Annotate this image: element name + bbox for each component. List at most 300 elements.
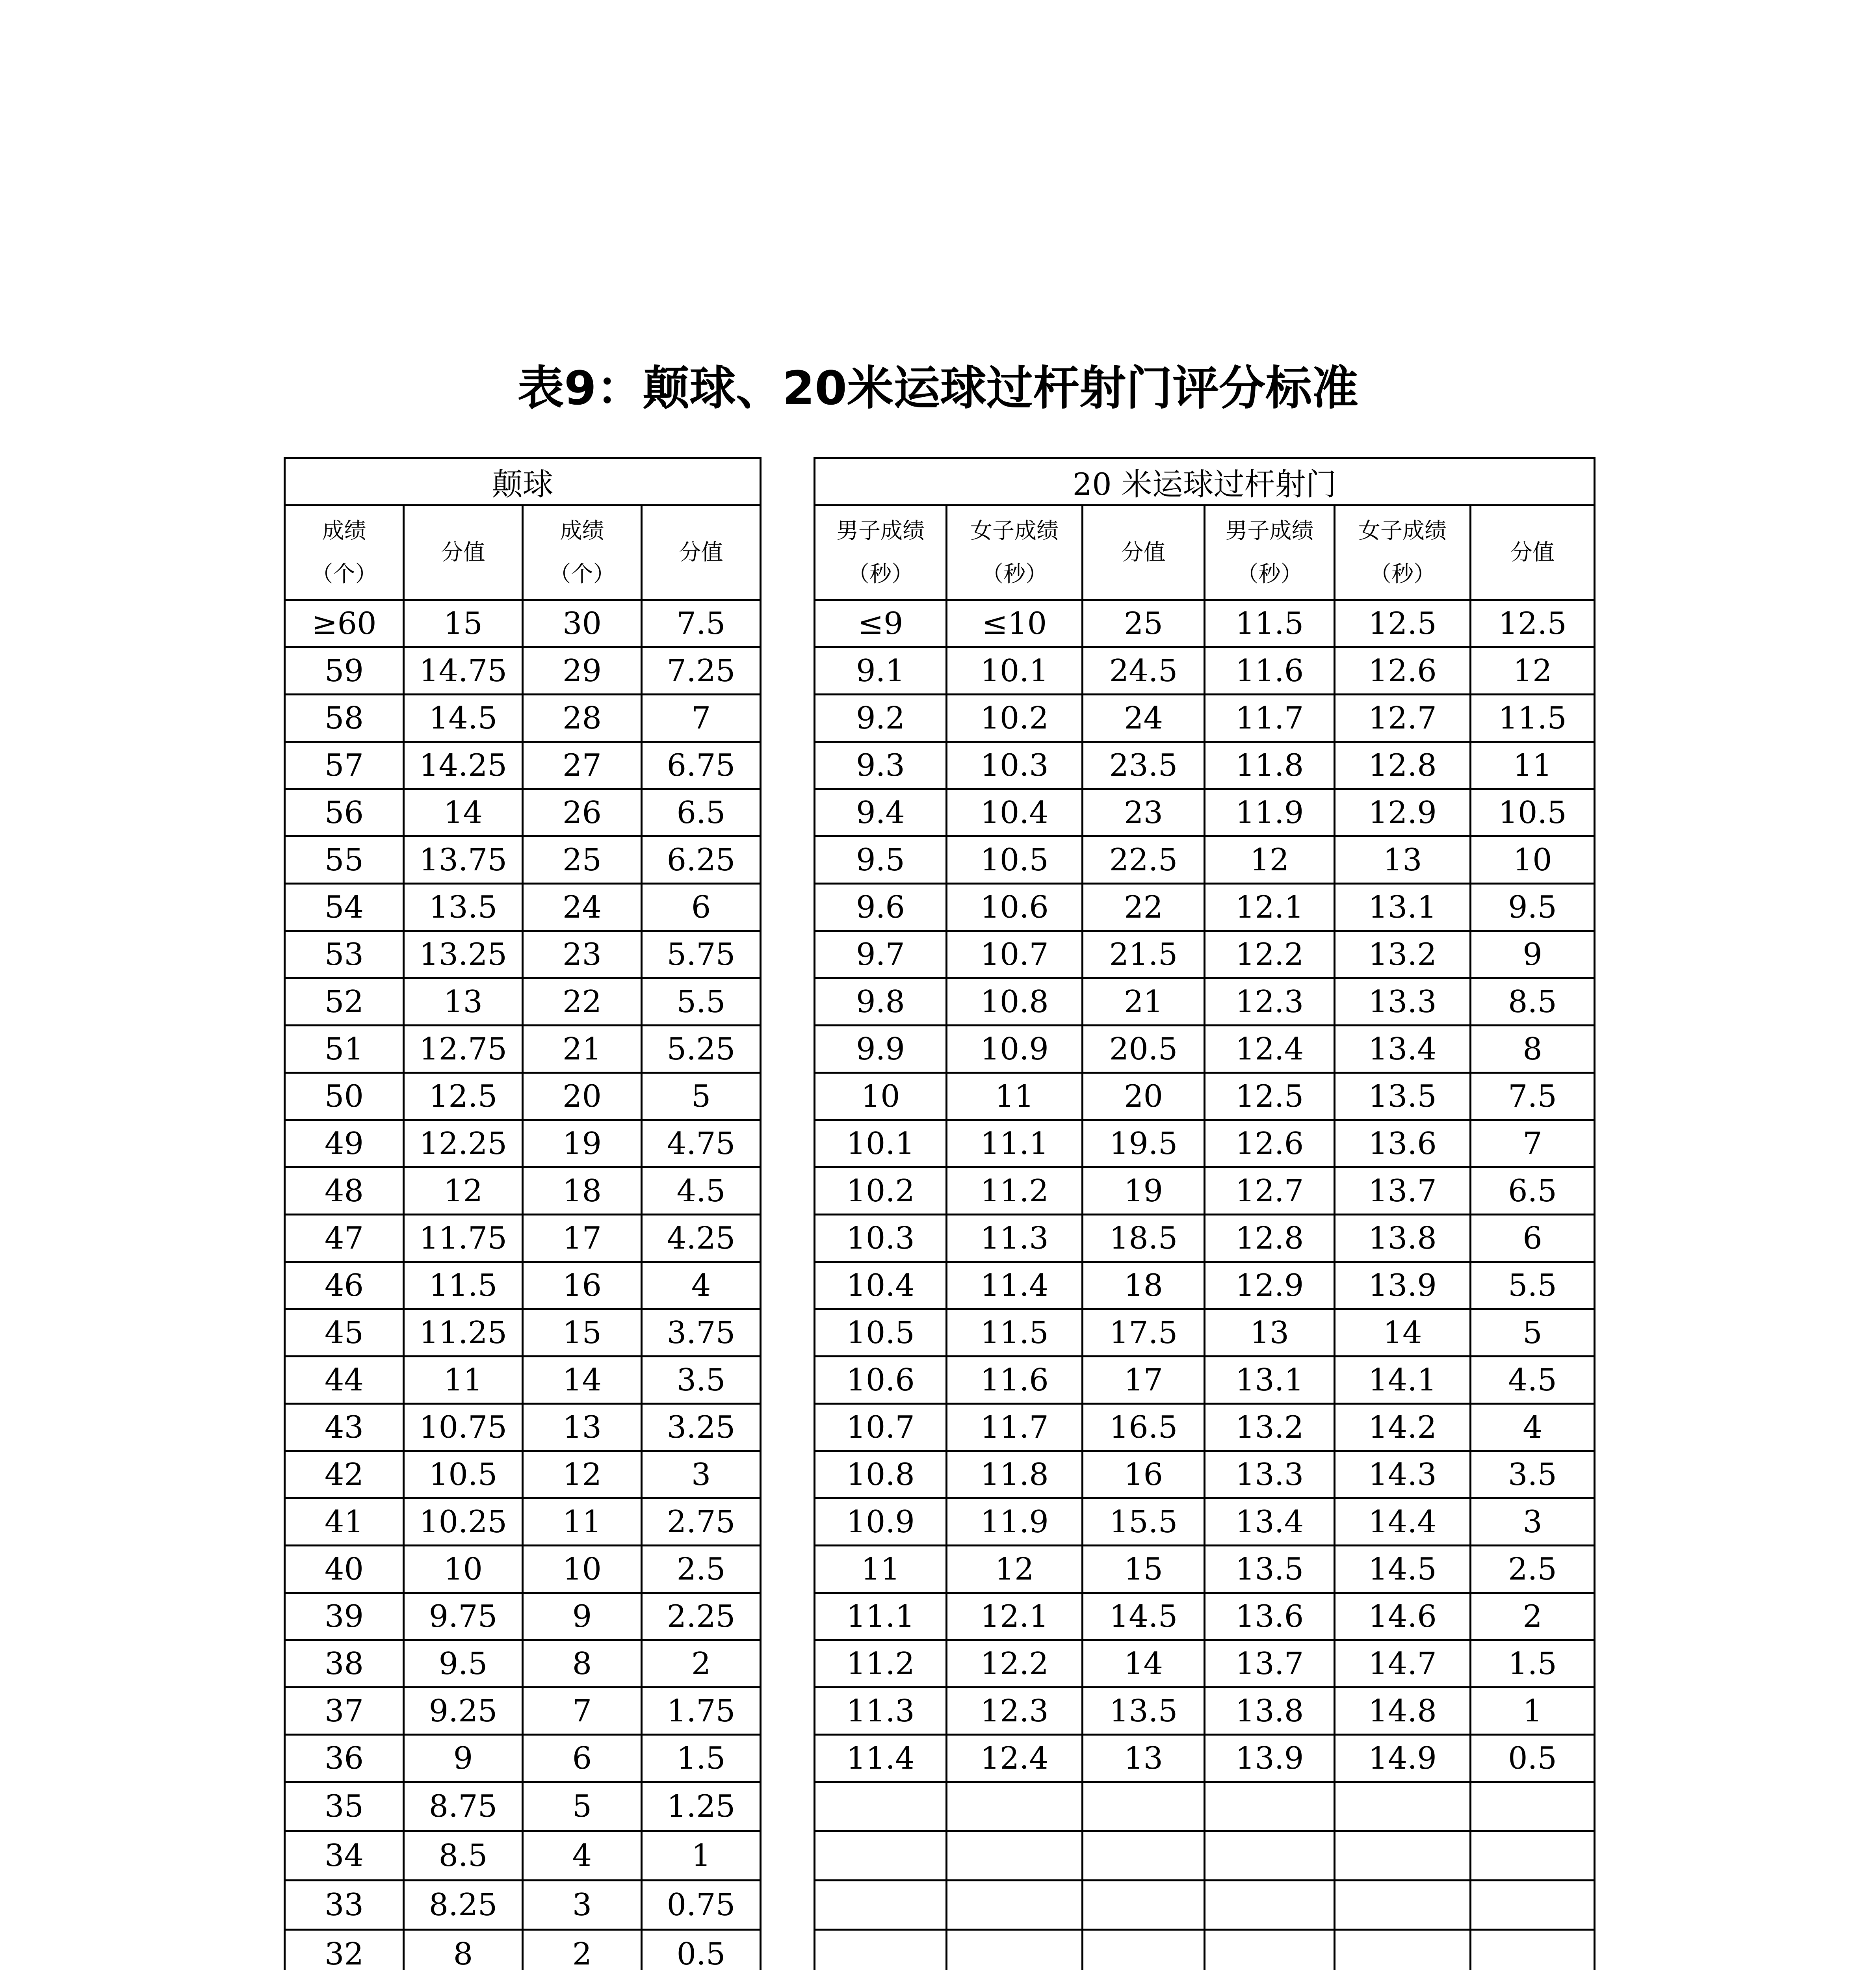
table-cell: 11.5 <box>404 1262 523 1309</box>
table-cell: 58 <box>285 695 404 742</box>
table-row <box>815 695 1595 742</box>
table-cell <box>1205 1782 1335 1831</box>
table-row <box>285 789 761 836</box>
table-cell: 14.9 <box>1335 1735 1471 1782</box>
table-row <box>285 1262 761 1309</box>
table-cell: 9.4 <box>815 789 947 836</box>
table-cell: 13 <box>404 978 523 1026</box>
table-cell: 8.5 <box>404 1831 523 1881</box>
table-cell: 10.1 <box>815 1120 947 1167</box>
table-cell: 18 <box>523 1167 642 1215</box>
table-cell: 13.1 <box>1205 1357 1335 1404</box>
table-cell: 12 <box>404 1167 523 1215</box>
table-cell: 30 <box>523 600 642 647</box>
table-cell: 2 <box>1471 1593 1595 1640</box>
column-header-line: 男子成绩 <box>836 518 925 544</box>
table-cell <box>1335 1930 1471 1970</box>
table-cell: 17 <box>1083 1357 1205 1404</box>
table-cell: 53 <box>285 931 404 978</box>
table-cell: 6 <box>523 1735 642 1782</box>
table-cell <box>1471 1782 1595 1831</box>
table-row <box>285 1167 761 1215</box>
table-cell: 9.1 <box>815 647 947 695</box>
table-cell: 13.75 <box>404 836 523 884</box>
table-cell: 16 <box>1083 1451 1205 1498</box>
table-cell <box>815 1930 947 1970</box>
table-cell: 11.9 <box>947 1498 1083 1546</box>
table-cell: 12.9 <box>1335 789 1471 836</box>
table-cell: 57 <box>285 742 404 789</box>
table-row <box>815 1215 1595 1262</box>
table-cell: 14.5 <box>1335 1546 1471 1593</box>
table-cell: 12.8 <box>1205 1215 1335 1262</box>
table-row <box>285 978 761 1026</box>
table-cell: 12.1 <box>947 1593 1083 1640</box>
table-cell: 3.5 <box>642 1357 761 1404</box>
column-header-line: 成绩 <box>322 518 366 544</box>
table-cell: 11 <box>523 1498 642 1546</box>
table-cell: 11.3 <box>815 1688 947 1735</box>
column-header <box>1471 506 1595 600</box>
table-cell: 13.5 <box>1205 1546 1335 1593</box>
table-cell: 24.5 <box>1083 647 1205 695</box>
table-cell: 10.25 <box>404 1498 523 1546</box>
table-cell: 0.5 <box>1471 1735 1595 1782</box>
table-cell: 21.5 <box>1083 931 1205 978</box>
column-header <box>1083 506 1205 600</box>
table-cell: 14.75 <box>404 647 523 695</box>
table-cell: 12.5 <box>1335 600 1471 647</box>
table-cell: 20.5 <box>1083 1026 1205 1073</box>
table-cell: 5 <box>642 1073 761 1120</box>
table-cell: 24 <box>1083 695 1205 742</box>
table-cell: 9.3 <box>815 742 947 789</box>
table-cell: 10 <box>1471 836 1595 884</box>
table-cell: 2.5 <box>642 1546 761 1593</box>
table-row <box>815 1831 1595 1881</box>
table-cell: 12.3 <box>1205 978 1335 1026</box>
table-cell: 8.5 <box>1471 978 1595 1026</box>
table-row <box>285 1215 761 1262</box>
table-cell: 10.6 <box>815 1357 947 1404</box>
table-row <box>285 836 761 884</box>
table-cell <box>947 1881 1083 1930</box>
table-cell: 17 <box>523 1215 642 1262</box>
table-cell: 11.4 <box>815 1735 947 1782</box>
table-cell: 10.2 <box>947 695 1083 742</box>
table-cell: 11 <box>815 1546 947 1593</box>
column-header-line: 男子成绩 <box>1225 518 1314 544</box>
table-cell: 50 <box>285 1073 404 1120</box>
table-cell <box>1335 1831 1471 1881</box>
table-cell: 20 <box>523 1073 642 1120</box>
table-cell: 9.25 <box>404 1688 523 1735</box>
table-row <box>285 1404 761 1451</box>
table-cell: 19 <box>523 1120 642 1167</box>
table-cell: 6 <box>1471 1215 1595 1262</box>
table-row <box>815 600 1595 647</box>
table-cell: 1 <box>1471 1688 1595 1735</box>
table-cell: 6.75 <box>642 742 761 789</box>
table-cell: 23 <box>1083 789 1205 836</box>
table-row <box>285 695 761 742</box>
table-row <box>285 1782 761 1831</box>
table-cell: 3.75 <box>642 1309 761 1357</box>
column-header-line: （秒） <box>847 561 914 587</box>
table-row <box>815 1735 1595 1782</box>
table-row <box>815 1688 1595 1735</box>
table-cell: 11.8 <box>1205 742 1335 789</box>
table-cell: 16 <box>523 1262 642 1309</box>
table-cell: 10.8 <box>947 978 1083 1026</box>
column-header-line: 分值 <box>1510 539 1555 565</box>
table-cell: 10.3 <box>947 742 1083 789</box>
table-cell: 12.2 <box>1205 931 1335 978</box>
table-row <box>815 1167 1595 1215</box>
table-row <box>815 1640 1595 1688</box>
table-cell: 5.25 <box>642 1026 761 1073</box>
table-cell: 12.5 <box>1205 1073 1335 1120</box>
table-cell: 10.6 <box>947 884 1083 931</box>
table-cell: 1.5 <box>642 1735 761 1782</box>
table-cell: 32 <box>285 1930 404 1970</box>
table-cell: 9 <box>404 1735 523 1782</box>
table-cell: 15 <box>404 600 523 647</box>
table-cell: 33 <box>285 1881 404 1930</box>
table-cell: 10.5 <box>815 1309 947 1357</box>
table-cell: 13.5 <box>1083 1688 1205 1735</box>
table-cell: 3 <box>642 1451 761 1498</box>
table-cell: 13.4 <box>1205 1498 1335 1546</box>
table-cell: 2.5 <box>1471 1546 1595 1593</box>
column-header <box>285 506 404 600</box>
table-cell: 43 <box>285 1404 404 1451</box>
table-cell: 51 <box>285 1026 404 1073</box>
table-cell: 14.2 <box>1335 1404 1471 1451</box>
table-cell: 10.5 <box>947 836 1083 884</box>
table-cell: 8.75 <box>404 1782 523 1831</box>
table-cell: 5.5 <box>1471 1262 1595 1309</box>
table-cell: 47 <box>285 1215 404 1262</box>
table-cell: 8 <box>404 1930 523 1970</box>
table-cell: 5 <box>1471 1309 1595 1357</box>
table-row <box>815 789 1595 836</box>
table-row <box>285 1309 761 1357</box>
table-cell <box>815 1831 947 1881</box>
table-cell: 15.5 <box>1083 1498 1205 1546</box>
table-row <box>285 884 761 931</box>
table-row <box>815 1498 1595 1546</box>
table-cell: 55 <box>285 836 404 884</box>
table-cell: 13.3 <box>1205 1451 1335 1498</box>
table-cell: 14.25 <box>404 742 523 789</box>
table-cell <box>947 1930 1083 1970</box>
table-row <box>285 1451 761 1498</box>
table-cell <box>1083 1831 1205 1881</box>
table-cell: 12.75 <box>404 1026 523 1073</box>
column-header-line: 女子成绩 <box>970 518 1059 544</box>
table-cell: 4 <box>523 1831 642 1881</box>
table-cell: 11.5 <box>947 1309 1083 1357</box>
table-row <box>285 1357 761 1404</box>
table-cell: 13 <box>1335 836 1471 884</box>
table-cell <box>1083 1881 1205 1930</box>
table-cell: 7.5 <box>1471 1073 1595 1120</box>
table-row <box>815 1309 1595 1357</box>
table-row <box>285 1026 761 1073</box>
table-cell: 10 <box>404 1546 523 1593</box>
table-cell: 12.4 <box>947 1735 1083 1782</box>
table-cell: 10 <box>815 1073 947 1120</box>
table-row <box>285 1831 761 1881</box>
table-cell: 11.5 <box>1205 600 1335 647</box>
table-cell: 11.1 <box>815 1593 947 1640</box>
table-cell: 10.9 <box>947 1026 1083 1073</box>
table-cell: 10.4 <box>815 1262 947 1309</box>
table-row <box>285 1930 761 1970</box>
table-cell: 14.7 <box>1335 1640 1471 1688</box>
dribble-shoot-score-table <box>814 457 1596 1970</box>
table-cell: 0.5 <box>642 1930 761 1970</box>
table-cell: 11.7 <box>947 1404 1083 1451</box>
table-cell: 34 <box>285 1831 404 1881</box>
table-cell: 13.6 <box>1205 1593 1335 1640</box>
table-cell <box>947 1782 1083 1831</box>
table-cell: 15 <box>523 1309 642 1357</box>
table-cell: 1.25 <box>642 1782 761 1831</box>
table-cell: 21 <box>523 1026 642 1073</box>
table-cell: 19.5 <box>1083 1120 1205 1167</box>
table-cell: 21 <box>1083 978 1205 1026</box>
table-cell: 13 <box>523 1404 642 1451</box>
table-cell: 15 <box>1083 1546 1205 1593</box>
table-cell: 14 <box>1335 1309 1471 1357</box>
table-cell: 22.5 <box>1083 836 1205 884</box>
table-cell: 10.2 <box>815 1167 947 1215</box>
table-cell: 11 <box>947 1073 1083 1120</box>
table-cell: 39 <box>285 1593 404 1640</box>
table-cell: 48 <box>285 1167 404 1215</box>
table-row <box>815 931 1595 978</box>
table-cell: 11.4 <box>947 1262 1083 1309</box>
table-cell: 9.5 <box>815 836 947 884</box>
column-header <box>404 506 523 600</box>
table-cell: 52 <box>285 978 404 1026</box>
table-cell: 12 <box>1471 647 1595 695</box>
table-cell: 2.25 <box>642 1593 761 1640</box>
table-cell: 10.8 <box>815 1451 947 1498</box>
table-cell: 17.5 <box>1083 1309 1205 1357</box>
table-cell: 11.5 <box>1471 695 1595 742</box>
table-row <box>285 742 761 789</box>
table-cell: 23.5 <box>1083 742 1205 789</box>
table-cell: 14.3 <box>1335 1451 1471 1498</box>
table-cell <box>1471 1831 1595 1881</box>
table-cell: 4.5 <box>642 1167 761 1215</box>
table-cell: 11.75 <box>404 1215 523 1262</box>
table-cell: 3 <box>523 1881 642 1930</box>
table-cell <box>1205 1831 1335 1881</box>
table-cell: 4 <box>642 1262 761 1309</box>
table-cell: 13.8 <box>1205 1688 1335 1735</box>
table-cell: 13.3 <box>1335 978 1471 1026</box>
table-row <box>815 647 1595 695</box>
table-cell: 13.6 <box>1335 1120 1471 1167</box>
table-cell: 6.5 <box>1471 1167 1595 1215</box>
table-cell: 9.5 <box>1471 884 1595 931</box>
table-cell: 36 <box>285 1735 404 1782</box>
table-cell: 11.8 <box>947 1451 1083 1498</box>
table-cell: 12.5 <box>404 1073 523 1120</box>
table-cell: 12.7 <box>1335 695 1471 742</box>
table-cell: 3 <box>1471 1498 1595 1546</box>
table-cell: 11.7 <box>1205 695 1335 742</box>
table-cell: 18 <box>1083 1262 1205 1309</box>
table-cell: 10.75 <box>404 1404 523 1451</box>
table-cell: 4.25 <box>642 1215 761 1262</box>
table-cell: 9.9 <box>815 1026 947 1073</box>
table-row <box>815 1930 1595 1970</box>
table-cell: 1 <box>642 1831 761 1881</box>
table-row <box>285 1881 761 1930</box>
table-cell: 41 <box>285 1498 404 1546</box>
table-cell <box>815 1782 947 1831</box>
table-cell: 10.5 <box>1471 789 1595 836</box>
column-header-line: 成绩 <box>560 518 604 544</box>
table-cell: 10.4 <box>947 789 1083 836</box>
table-cell: 4.5 <box>1471 1357 1595 1404</box>
table-cell: 2.75 <box>642 1498 761 1546</box>
table-cell: 42 <box>285 1451 404 1498</box>
table-cell: 59 <box>285 647 404 695</box>
table-cell: 29 <box>523 647 642 695</box>
table-cell: 22 <box>1083 884 1205 931</box>
table-cell: 13.2 <box>1205 1404 1335 1451</box>
table-cell: 14.6 <box>1335 1593 1471 1640</box>
table-cell: 35 <box>285 1782 404 1831</box>
table-cell: 12.5 <box>1471 600 1595 647</box>
column-header <box>642 506 761 600</box>
table-row <box>815 1546 1595 1593</box>
table-cell: 13.8 <box>1335 1215 1471 1262</box>
table-cell: 12.6 <box>1205 1120 1335 1167</box>
column-header-line: （个） <box>549 561 615 587</box>
table-cell: 12.7 <box>1205 1167 1335 1215</box>
table-cell: 9 <box>1471 931 1595 978</box>
table-cell: 13.9 <box>1205 1735 1335 1782</box>
column-header <box>1205 506 1335 600</box>
table-cell: 11.6 <box>947 1357 1083 1404</box>
table-cell: 3.5 <box>1471 1451 1595 1498</box>
table-row <box>285 647 761 695</box>
table-cell: 14.1 <box>1335 1357 1471 1404</box>
table-cell: 25 <box>1083 600 1205 647</box>
table-cell: 13.5 <box>1335 1073 1471 1120</box>
table-cell: 20 <box>1083 1073 1205 1120</box>
table-title: 表9：颠球、20米运球过杆射门评分标准 <box>517 361 1359 415</box>
table-cell: 4 <box>1471 1404 1595 1451</box>
table-cell: 14.5 <box>1083 1593 1205 1640</box>
table-cell: 8.25 <box>404 1881 523 1930</box>
table-cell: 12 <box>523 1451 642 1498</box>
table-cell: 9 <box>523 1593 642 1640</box>
table-cell <box>1471 1930 1595 1970</box>
column-header-line: （个） <box>311 561 377 587</box>
table-cell: 3.25 <box>642 1404 761 1451</box>
column-header <box>815 506 947 600</box>
table-cell: 12.9 <box>1205 1262 1335 1309</box>
table-cell: 13.4 <box>1335 1026 1471 1073</box>
table-cell: 9.6 <box>815 884 947 931</box>
column-header-line: 分值 <box>441 539 485 565</box>
column-header-line: 女子成绩 <box>1358 518 1447 544</box>
table-cell: 12.6 <box>1335 647 1471 695</box>
table-cell: ≤10 <box>947 600 1083 647</box>
table-cell: 12.2 <box>947 1640 1083 1688</box>
table-cell: 12.8 <box>1335 742 1471 789</box>
table-cell: 14 <box>1083 1640 1205 1688</box>
column-header-line: 分值 <box>679 539 723 565</box>
table-cell: 10.5 <box>404 1451 523 1498</box>
table-cell: 8 <box>1471 1026 1595 1073</box>
table-cell: 10.1 <box>947 647 1083 695</box>
table-cell: 14 <box>404 789 523 836</box>
table-cell: 4.75 <box>642 1120 761 1167</box>
table-row <box>815 1357 1595 1404</box>
table-cell: 16.5 <box>1083 1404 1205 1451</box>
table-cell: 12 <box>947 1546 1083 1593</box>
table-cell <box>815 1881 947 1930</box>
table-cell: 6.5 <box>642 789 761 836</box>
table-cell <box>1335 1881 1471 1930</box>
column-header <box>1335 506 1471 600</box>
table-cell: 10.7 <box>947 931 1083 978</box>
table-cell: 10.7 <box>815 1404 947 1451</box>
juggling-score-table <box>284 457 762 1970</box>
table-cell: 13.9 <box>1335 1262 1471 1309</box>
table-cell: 8 <box>523 1640 642 1688</box>
table-cell: 56 <box>285 789 404 836</box>
table-row <box>815 1073 1595 1120</box>
table-cell: 6.25 <box>642 836 761 884</box>
table-row <box>285 931 761 978</box>
table-row <box>815 1782 1595 1831</box>
table-cell: 44 <box>285 1357 404 1404</box>
table-row <box>285 1546 761 1593</box>
table-cell: 10.9 <box>815 1498 947 1546</box>
table-cell: 46 <box>285 1262 404 1309</box>
table-row <box>815 1881 1595 1930</box>
table-cell <box>947 1831 1083 1881</box>
table-cell <box>1471 1881 1595 1930</box>
table-cell: 12 <box>1205 836 1335 884</box>
table-cell: 38 <box>285 1640 404 1688</box>
table-cell: 12.25 <box>404 1120 523 1167</box>
table-cell: 9.8 <box>815 978 947 1026</box>
table-cell: 11.1 <box>947 1120 1083 1167</box>
table-cell: 54 <box>285 884 404 931</box>
table-row <box>285 1120 761 1167</box>
column-header-line: （秒） <box>1236 561 1303 587</box>
table-row <box>285 1688 761 1735</box>
juggling-table-header: 颠球 <box>285 458 761 506</box>
table-row <box>285 1640 761 1688</box>
dribble-table-header: 20 米运球过杆射门 <box>815 458 1595 506</box>
table-row <box>815 978 1595 1026</box>
table-cell: 14.5 <box>404 695 523 742</box>
table-row <box>815 836 1595 884</box>
table-cell: 25 <box>523 836 642 884</box>
